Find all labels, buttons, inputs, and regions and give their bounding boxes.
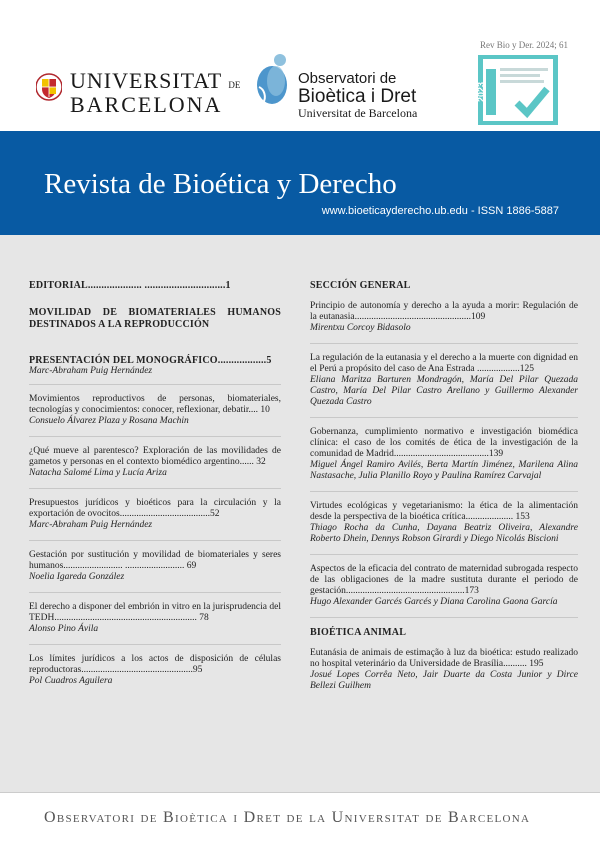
divider [29,644,281,645]
presentation-author: Marc-Abraham Puig Hernández [29,366,153,376]
editorial-entry: EDITORIAL.................... ..............................1 [29,280,231,291]
toc-title: ¿Qué mueve al parentesco? Exploración de las movilidades de gametos y personas en el contexto biomédico argentino...... 32 [29,446,281,467]
toc-author: Thiago Rocha da Cunha, Dayana Beatriz Oliveira, Alexandre Roberto Dhein, Dennys Robson Girardi y Diego Nicolás Biscioni [310,523,578,544]
quality-seal [478,55,558,125]
toc-entry [310,501,578,545]
divider [29,436,281,437]
divider [310,417,578,418]
toc-title: Gestación por sustitución y movilidad de biomateriales y seres humanos......................... ......................... 69 [29,550,281,571]
toc-author: Natacha Salomé Lima y Lucía Ariza [29,468,167,478]
ub-de: DE [228,80,241,90]
toc-entry [310,301,578,334]
toc-title: Los límites jurídicos a los actos de disposición de células reproductoras...............................................95 [29,654,281,675]
divider [310,617,578,618]
divider [29,540,281,541]
toc-entry [310,427,578,482]
toc-entry [29,654,281,687]
toc-entry [310,353,578,408]
toc-entry [310,648,578,692]
obd-line3: Universitat de Barcelona [298,106,418,120]
presentation-entry: PRESENTACIÓN DEL MONOGRÁFICO..................5 [29,355,272,366]
toc-title: Principio de autonomía y derecho a la ayuda a morir: Regulación de la eutanasia.................................................109 [310,301,578,322]
toc-author: Alonso Pino Ávila [29,624,99,634]
monograph-heading: MOVILIDAD DE BIOMATERIALES HUMANOS DESTINADOS A LA REPRODUCCIÓN [29,307,281,330]
divider [29,488,281,489]
toc-entry [29,498,281,531]
toc-title: Eutanásia de animais de estimação à luz da bioética: estudo realizado no hospital veterinário da Universidade de Brasília.......... 195 [310,648,578,669]
university-shield-icon [36,70,62,104]
toc-title: Gobernanza, cumplimiento normativo e investigación biomédica clínica: el caso de los comités de ética de la investigación de la comunidad de Madrid........................................139 [310,427,578,459]
journal-banner [0,131,600,235]
header [0,0,600,131]
toc-entry [29,446,281,479]
toc-author: Marc-Abraham Puig Hernández [29,520,153,530]
observatori-logo-icon [254,53,294,109]
journal-reference: Rev Bio y Der. 2024; 61 [480,40,568,50]
divider [310,343,578,344]
obd-line2: Bioètica i Dret [298,86,417,107]
obd-line1: Observatori de [298,70,397,87]
toc-author: Miguel Ángel Ramiro Avilés, Berta Martín Jiménez, Marilena Alina Nastasache, Julia Planillo Royo y Paulina Ramírez Carvajal [310,460,578,481]
toc-author: Mirentxu Corcoy Bidasolo [310,323,411,333]
university-name [70,70,240,116]
toc-author: Hugo Alexander Garcés Garcés y Diana Carolina Gaona García [310,597,558,607]
toc-author: Noelia Igareda González [29,572,125,582]
toc-author: Consuelo Álvarez Plaza y Rosana Machin [29,416,189,426]
contents-right [310,280,578,701]
toc-title: Presupuestos jurídicos y bioéticos para la circulación y la exportación de ovocitos......................................52 [29,498,281,519]
journal-title: Revista de Bioética y Derecho [44,168,397,200]
divider [29,592,281,593]
toc-author: Eliana Maritza Barturen Mondragón, María Del Pilar Quezada Castro, María Del Pilar Castro Arellano y Guillermo Alexander Quezada Castro [310,375,578,407]
divider [29,384,281,385]
general-heading: SECCIÓN GENERAL [310,280,411,291]
observatori-name [298,71,417,120]
divider [310,491,578,492]
ub-line1: UNIVERSITAT [70,68,222,93]
journal-url: www.bioeticayderecho.ub.edu - ISSN 1886-5887 [321,205,559,217]
contents-left [29,280,281,696]
toc-entry [29,602,281,635]
toc-title: Aspectos de la eficacia del contrato de maternidad subrogada respecto de las obligaciones de la madre sustituta durante el periodo de gestación..................................................173 [310,564,578,596]
toc-author: Pol Cuadros Aguilera [29,676,113,686]
seal-year: 2023 [476,81,487,103]
ub-line2: BARCELONA [70,92,223,117]
toc-entry [29,550,281,583]
toc-title: Virtudes ecológicas y vegetarianismo: la ética de la alimentación desde la perspectiva de la bioética crítica.................... 153 [310,501,578,522]
toc-entry [310,564,578,608]
toc-entry [29,394,281,427]
footer [0,792,600,849]
footer-text: Observatori de Bioètica i Dret de la Universitat de Barcelona [44,809,531,826]
toc-title: La regulación de la eutanasia y el derecho a la muerte con dignidad en el Perú a propósito del caso de Ana Estrada ..................125 [310,353,578,374]
divider [310,554,578,555]
toc-author: Josué Lopes Corrêa Neto, Jair Duarte da Costa Junior y Dirce Bellezi Guilhem [310,670,578,691]
toc-title: Movimientos reproductivos de personas, biomateriales, tecnologías y conocimientos: conocer, reflexionar, debatir.... 10 [29,394,281,415]
seal-check-icon [513,85,551,119]
toc-title: El derecho a disponer del embrión in vitro en la jurisprudencia del TEDH............................................................ 78 [29,602,281,623]
animal-heading: BIOÉTICA ANIMAL [310,627,407,638]
